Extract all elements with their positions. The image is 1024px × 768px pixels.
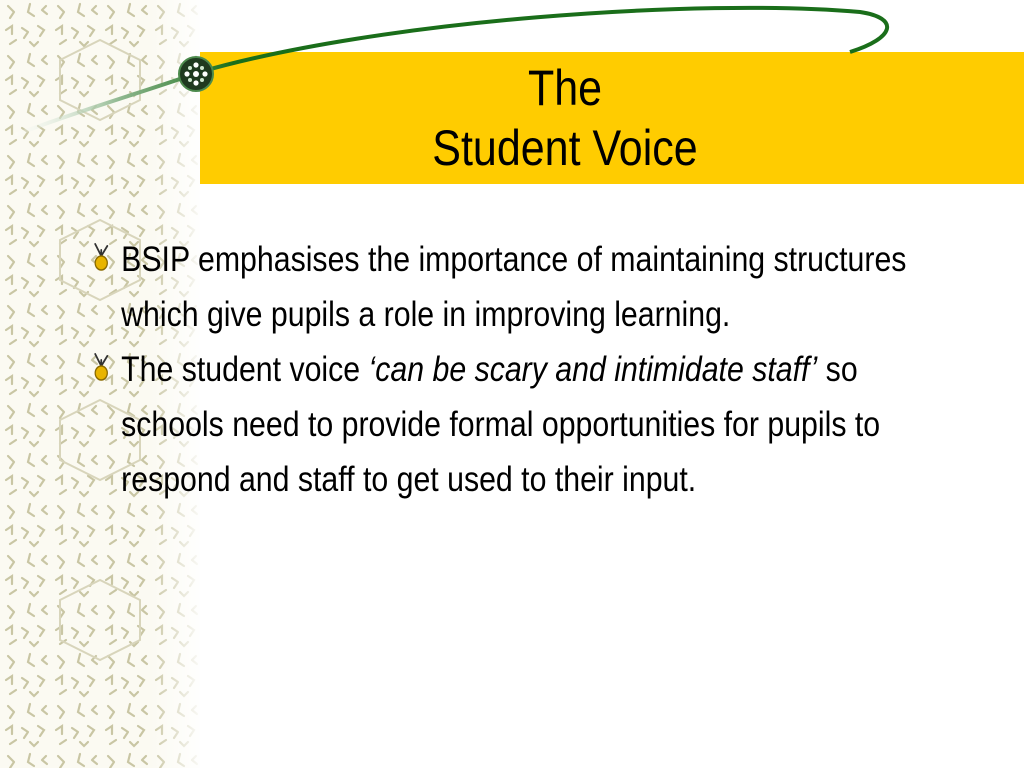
lily-bullet-icon <box>90 242 112 272</box>
bullet-item-2 <box>90 342 926 507</box>
title-line-2: Student Voice <box>432 120 698 176</box>
bullet-list <box>90 232 970 507</box>
bullet-text: BSIP emphasises the importance of maintaining structures which give pupils a role in improving learning. <box>121 240 907 334</box>
bullet-text-after: so schools need to provide formal opportunities for pupils to respond and staff to get used to their input. <box>121 350 881 499</box>
bullet-quote: ‘can be scary and intimidate staff’ <box>368 350 818 389</box>
bullet-text-before: The student voice <box>121 350 369 389</box>
bullet-item-1 <box>90 232 926 342</box>
bullet-text <box>121 350 880 499</box>
title-line-1: The <box>527 60 603 116</box>
slide-title <box>251 52 879 184</box>
lily-bullet-icon <box>90 352 112 382</box>
